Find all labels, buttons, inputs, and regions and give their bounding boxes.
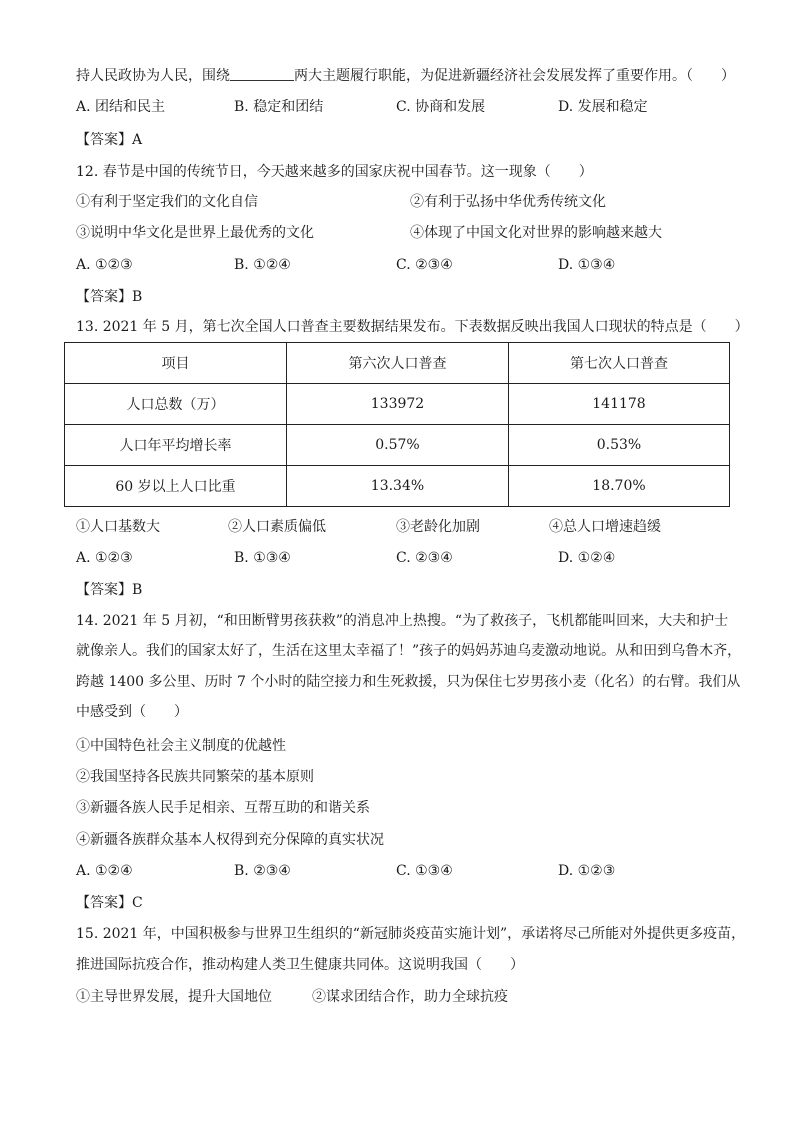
table-cell: 13.34% <box>287 466 509 507</box>
q14-item-4: ④新疆各族群众基本人权得到充分保障的真实状况 <box>76 832 384 848</box>
q12-option-a: A. ①②③ <box>76 257 133 273</box>
table-row <box>65 466 730 507</box>
q13-item-4: ④总人口增速趋缓 <box>549 519 661 535</box>
q14-option-a: A. ①②④ <box>76 863 133 879</box>
q13-option-d: D. ①②④ <box>558 550 616 566</box>
table-cell: 60 岁以上人口比重 <box>65 466 287 507</box>
q12-option-b: B. ①②④ <box>234 257 291 273</box>
table-cell: 18.70% <box>509 466 730 507</box>
q14-answer: 【答案】C <box>76 895 143 911</box>
q13-option-c: C. ②③④ <box>396 550 453 566</box>
q12-option-d: D. ①③④ <box>558 257 616 273</box>
q14-stem-line-2: 就像亲人。我们的国家太好了，生活在这里太幸福了！”孩子的妈妈苏迪乌麦激动地说。从和田到乌鲁木齐， <box>76 643 742 659</box>
q12-option-c: C. ②③④ <box>396 257 453 273</box>
table-cell: 133972 <box>287 384 509 425</box>
q13-stem: 13. 2021 年 5 月，第七次全国人口普查主要数据结果发布。下表数据反映出我国人口现状的特点是（ ） <box>76 319 749 335</box>
census-table <box>64 342 730 507</box>
q11-fill-blank <box>230 66 294 81</box>
q14-stem-line-3: 跨越 1400 多公里、历时 7 个小时的陆空接力和生死救援，只为保住七岁男孩小麦（化名）的右臂。我们从 <box>76 674 741 690</box>
q14-option-b: B. ②③④ <box>234 863 291 879</box>
table-row <box>65 425 730 466</box>
q13-option-a: A. ①②③ <box>76 550 133 566</box>
q13-option-b: B. ①③④ <box>234 550 291 566</box>
q11-option-a: A. 团结和民主 <box>76 99 166 115</box>
table-cell: 人口总数（万） <box>65 384 287 425</box>
q14-item-1: ①中国特色社会主义制度的优越性 <box>76 738 286 754</box>
q12-item-2: ②有利于弘扬中华优秀传统文化 <box>410 194 606 210</box>
q11-option-c: C. 协商和发展 <box>396 99 486 115</box>
q13-answer: 【答案】B <box>76 582 143 598</box>
q14-item-3: ③新疆各族人民手足相亲、互帮互助的和谐关系 <box>76 800 370 816</box>
table-cell: 人口年平均增长率 <box>65 425 287 466</box>
q13-item-1: ①人口基数大 <box>76 519 160 535</box>
table-header-row <box>65 343 730 384</box>
q11-stem-part2: 两大主题履行职能，为促进新疆经济社会发展发挥了重要作用。（ ） <box>294 68 735 84</box>
table-header-cell: 项目 <box>65 343 287 384</box>
q14-option-c: C. ①③④ <box>396 863 453 879</box>
q12-answer: 【答案】B <box>76 289 143 305</box>
table-header-cell: 第七次人口普查 <box>509 343 730 384</box>
q15-stem-line-1: 15. 2021 年，中国积极参与世界卫生组织的“新冠肺炎疫苗实施计划”，承诺将尽己所能对外提供更多疫苗， <box>76 926 746 942</box>
q12-stem: 12. 春节是中国的传统节日，今天越来越多的国家庆祝中国春节。这一现象（ ） <box>76 164 593 180</box>
q13-item-3: ③老龄化加剧 <box>396 519 480 535</box>
table-cell: 0.57% <box>287 425 509 466</box>
table-row <box>65 384 730 425</box>
q11-option-d: D. 发展和稳定 <box>558 99 648 115</box>
table-cell: 0.53% <box>509 425 730 466</box>
q11-option-b: B. 稳定和团结 <box>234 99 324 115</box>
q15-item-1: ①主导世界发展，提升大国地位 <box>76 989 272 1005</box>
q11-stem <box>76 66 735 86</box>
q14-stem-line-1: 14. 2021 年 5 月初，“和田断臂男孩获救”的消息冲上热搜。“为了救孩子，飞机都能叫回来，大夫和护士 <box>76 613 729 629</box>
q14-item-2: ②我国坚持各民族共同繁荣的基本原则 <box>76 769 314 785</box>
q14-option-d: D. ①②③ <box>558 863 616 879</box>
table-cell: 141178 <box>509 384 730 425</box>
q15-item-2: ②谋求团结合作，助力全球抗疫 <box>312 989 508 1005</box>
q11-stem-part1: 持人民政协为人民，围绕 <box>76 68 230 84</box>
q14-stem-line-4: 中感受到（ ） <box>76 704 188 720</box>
q13-item-2: ②人口素质偏低 <box>228 519 326 535</box>
q12-item-3: ③说明中华文化是世界上最优秀的文化 <box>76 225 314 241</box>
q15-stem-line-2: 推进国际抗疫合作，推动构建人类卫生健康共同体。这说明我国（ ） <box>76 957 524 973</box>
q11-answer: 【答案】A <box>76 132 143 148</box>
table-header-cell: 第六次人口普查 <box>287 343 509 384</box>
q12-item-1: ①有利于坚定我们的文化自信 <box>76 194 258 210</box>
q12-item-4: ④体现了中国文化对世界的影响越来越大 <box>410 225 662 241</box>
